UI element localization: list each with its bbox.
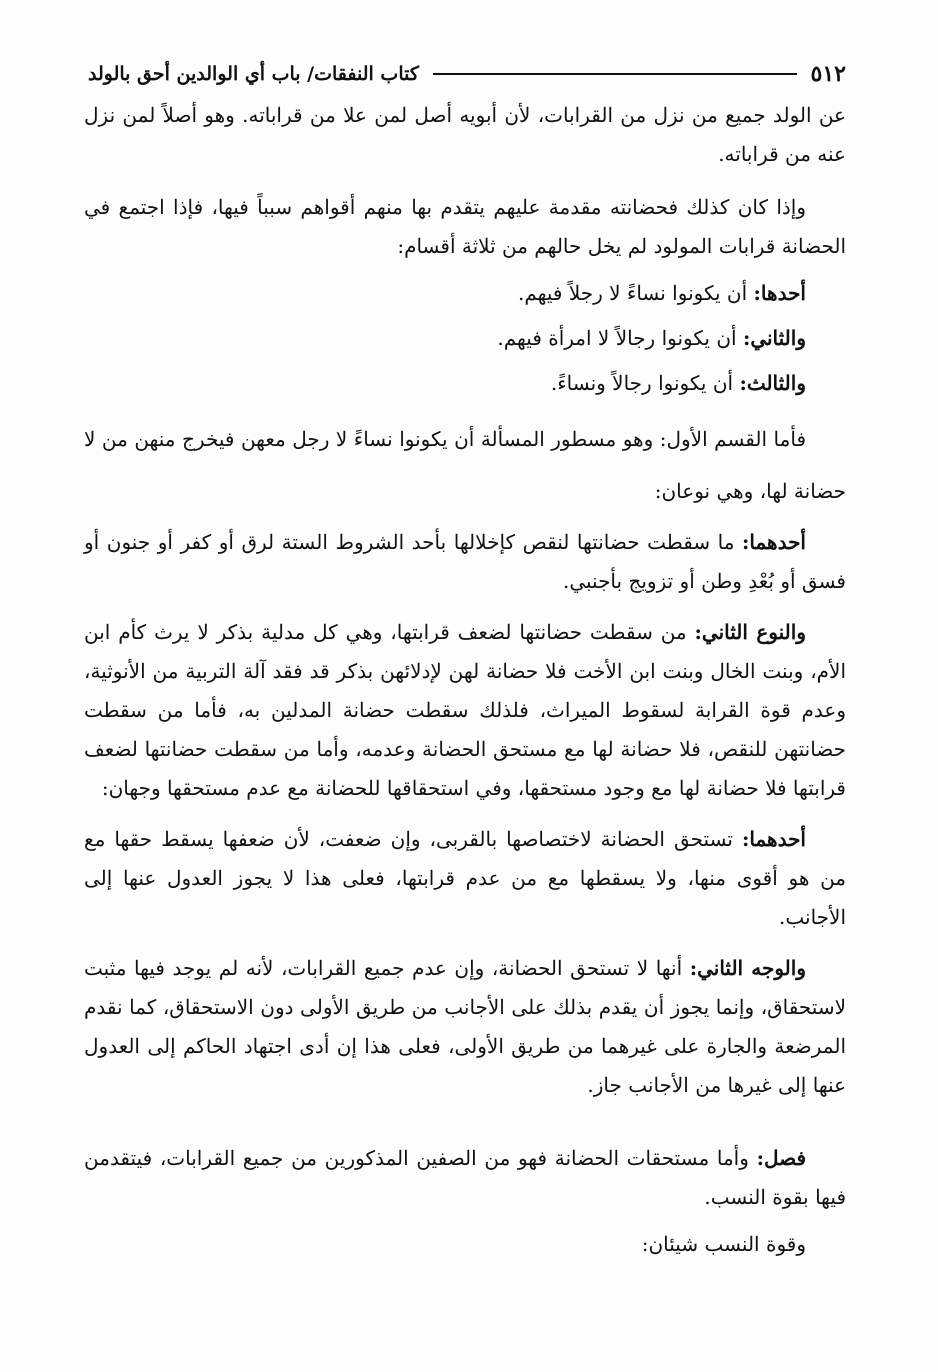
list-item (84, 274, 846, 313)
paragraph-lead: أحدهما: (741, 530, 806, 554)
paragraph-section-fasl (84, 1139, 846, 1217)
paragraph-text: وقوة النسب شيئان: (641, 1232, 806, 1256)
list-item (84, 364, 846, 403)
paragraph-lead: أحدها: (753, 281, 806, 305)
body-text (84, 96, 846, 1276)
running-title: كتاب النفقات/ باب أي الوالدين أحق بالولد (88, 63, 419, 85)
paragraph-aspect-one (84, 820, 846, 937)
paragraph-lead: فصل: (756, 1146, 807, 1170)
paragraph-lead: والثاني: (742, 326, 806, 350)
paragraph-lead: والوجه الثاني: (689, 956, 806, 980)
header-rule (433, 73, 797, 75)
paragraph-text: تستحق الحضانة لاختصاصها بالقربى، وإن ضعفت، لأن ضعفها يسقط حقها مع من هو أقوى منها، ولا يسقطها مع من عدم قرابتها، فعلى هذا لا يجوز العدول عنها إلى الأجانب. (84, 827, 846, 929)
paragraph-continuation (84, 96, 846, 174)
paragraph-text: أن يكونوا رجالاً ونساءً. (550, 371, 734, 395)
paragraph-aspect-two (84, 949, 846, 1105)
paragraph-text: عن الولد جميع من نزل من القرابات، لأن أبويه أصل لمن علا من قراباته. وهو أصلاً لمن نزل عنه من قراباته. (84, 103, 846, 166)
paragraph-type-one (84, 523, 846, 601)
paragraph-text: أن يكونوا رجالاً لا امرأة فيهم. (497, 326, 737, 350)
paragraph-text: أنها لا تستحق الحضانة، وإن عدم جميع القرابات، لأنه لم يوجد فيها مثبت لاستحقاق، وإنما يجوز أن يقدم بذلك على الأجانب من طريق الأولى دون الاستحقاق، كما نقدم المرضعة والجارة على غيرهما من طريق الأولى، فعلى هذا إن أدى اجتهاد الحاكم إلى العدول عنها إلى غيرها من الأجانب جاز. (84, 956, 846, 1097)
paragraph-lead: والثالث: (739, 371, 806, 395)
paragraph-text: وأما مستحقات الحضانة فهو من الصفين المذكورين من جميع القرابات، فيتقدمن فيها بقوة النسب. (84, 1146, 846, 1209)
paragraph-text: من سقطت حضانتها لضعف قرابتها، وهي كل مدلية بذكر لا يرث كأم ابن الأم، وبنت الخال وبنت ابن الأخت فلا حضانة لهن لإدلائهن بذكر قد فقد آلة التربية من الأنوثية، وعدم قوة القرابة لسقوط الميراث، فلذلك سقطت حضانة المدلين به، فأما من سقطت حضانتهن للنقص، فلا حضانة لها مع مستحق الحضانة وعدمه، وأما من سقطت حضانتها لضعف قرابتها فلا حضانة لها مع وجود مستحقها، وفي استحقاقها للحضانة مع عدم مستحقها وجهان: (84, 620, 846, 800)
paragraph-closing (84, 1225, 846, 1264)
paragraph-text: فأما القسم الأول: وهو مسطور المسألة أن يكونوا نساءً لا رجل معهن فيخرج منهن من لا حضانة لها، وهي نوعان: (84, 427, 846, 503)
paragraph-text: وإذا كان كذلك فحضانته مقدمة عليهم يتقدم بها منهم أقواهم سبباً فيها، فإذا اجتمع في الحضانة قرابات المولود لم يخل حالهم من ثلاثة أقسام: (84, 195, 846, 258)
paragraph-lead: والنوع الثاني: (694, 620, 806, 644)
page-number: ٥١٢ (810, 61, 846, 87)
paragraph-type-two (84, 613, 846, 808)
paragraph-intro (84, 188, 846, 266)
page-header (88, 54, 846, 94)
paragraph-section-one (84, 413, 846, 517)
paragraph-text: أن يكونوا نساءً لا رجلاً فيهم. (518, 281, 748, 305)
list-item (84, 319, 846, 358)
paragraph-lead: أحدهما: (741, 827, 806, 851)
paragraph-text: ما سقطت حضانتها لنقص كإخلالها بأحد الشروط الستة لرق أو كفر أو جنون أو فسق أو بُعْدِ وطن أو تزويج بأجنبي. (84, 530, 846, 593)
